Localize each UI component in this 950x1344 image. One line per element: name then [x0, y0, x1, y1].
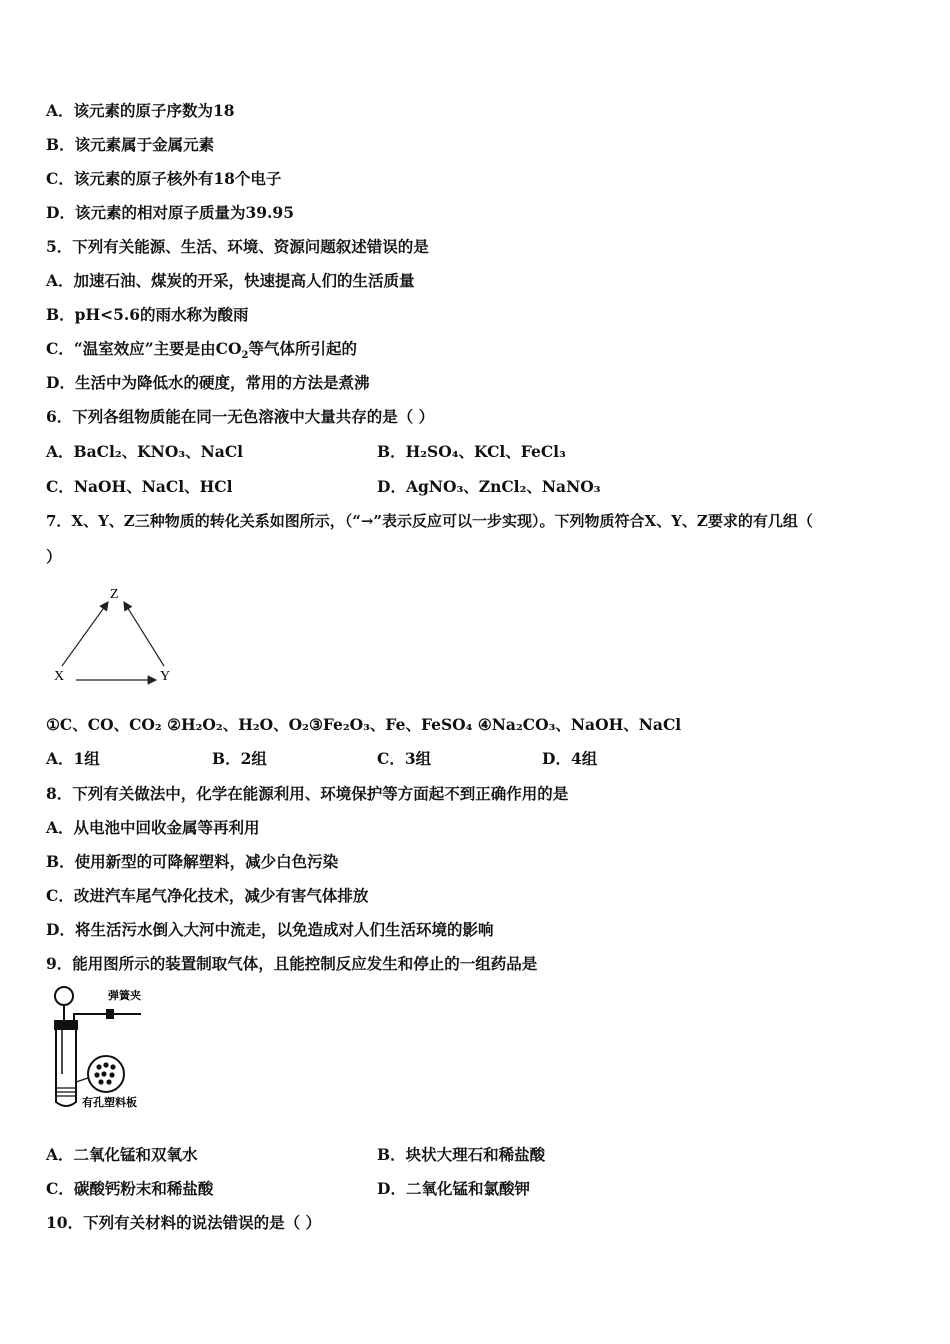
q5-option-d: D．生活中为降低水的硬度，常用的方法是煮沸 — [46, 373, 370, 392]
q6-option-b: B．H₂SO₄、KCl、FeCl₃ — [377, 442, 566, 461]
funnel-bulb-icon — [55, 987, 73, 1005]
q7-groups: ①C、CO、CO₂ ②H₂O₂、H₂O、O₂③Fe₂O₃、Fe、FeSO₄ ④Na₂CO₃、NaOH、NaCl — [46, 715, 682, 734]
q8-option-b: B．使用新型的可降解塑料，减少白色污染 — [46, 852, 339, 871]
gas-generator-apparatus-diagram — [46, 984, 176, 1112]
arrow-x-to-z — [62, 602, 108, 666]
q7-option-c: C．3组 — [377, 749, 432, 768]
q7-option-d: D．4组 — [542, 749, 598, 768]
q5-option-a: A．加速石油、煤炭的开采，快速提高人们的生活质量 — [46, 271, 415, 290]
q6-stem: 6．下列各组物质能在同一无色溶液中大量共存的是（ ） — [46, 407, 435, 426]
q7-option-a: A．1组 — [46, 749, 100, 768]
q4-option-c: C．该元素的原子核外有18个电子 — [46, 169, 282, 188]
plate-label: 有孔塑料板 — [82, 1097, 137, 1109]
q7-option-b: B．2组 — [212, 749, 267, 768]
q9-option-b: B．块状大理石和稀盐酸 — [377, 1145, 546, 1164]
q5c-subscript: 2 — [241, 350, 249, 362]
node-x: X — [54, 669, 65, 684]
clamp-label: 弹簧夹 — [108, 990, 141, 1002]
q9-option-c: C．碳酸钙粉末和稀盐酸 — [46, 1179, 214, 1198]
clamp-icon — [106, 1009, 114, 1019]
q6-option-a: A．BaCl₂、KNO₃、NaCl — [46, 442, 244, 461]
q8-option-c: C．改进汽车尾气净化技术，减少有害气体排放 — [46, 886, 369, 905]
q5c-text-pre: C．“温室效应”主要是由CO — [46, 339, 242, 358]
q9-option-a: A．二氧化锰和双氧水 — [46, 1145, 198, 1164]
q4-option-b: B．该元素属于金属元素 — [46, 135, 215, 154]
q6-option-c: C．NaOH、NaCl、HCl — [46, 477, 233, 496]
q10-stem: 10．下列有关材料的说法错误的是（ ） — [46, 1213, 321, 1232]
q4-option-a: A．该元素的原子序数为18 — [46, 101, 235, 120]
q5-option-b: B．pH<5.6的雨水称为酸雨 — [46, 305, 249, 324]
q4-option-d: D．该元素的相对原子质量为39.95 — [46, 203, 294, 222]
node-y: Y — [160, 669, 171, 684]
q7-stem-close: ） — [46, 547, 62, 566]
q5c-text-post: 等气体所引起的 — [248, 339, 357, 358]
arrow-y-to-z — [124, 602, 164, 666]
q8-stem: 8．下列有关做法中，化学在能源利用、环境保护等方面起不到正确作用的是 — [46, 784, 569, 803]
q8-option-a: A．从电池中回收金属等再利用 — [46, 818, 260, 837]
q9-option-d: D．二氧化锰和氯酸钾 — [377, 1179, 530, 1198]
q6-option-d: D．AgNO₃、ZnCl₂、NaNO₃ — [377, 477, 601, 496]
q7-stem: 7．X、Y、Z三种物质的转化关系如图所示，（“→”表示反应可以一步实现）。下列物质符合X、Y、Z要求的有几组（ — [46, 512, 813, 530]
q5-stem: 5．下列有关能源、生活、环境、资源问题叙述错误的是 — [46, 237, 429, 256]
node-z: Z — [110, 587, 119, 602]
q8-option-d: D．将生活污水倒入大河中流走，以免造成对人们生活环境的影响 — [46, 920, 494, 939]
q9-stem: 9．能用图所示的装置制取气体，且能控制反应发生和停止的一组药品是 — [46, 954, 538, 973]
test-tube-icon — [56, 1030, 76, 1106]
xyz-conversion-diagram — [46, 580, 186, 690]
q5-option-c — [46, 339, 357, 366]
